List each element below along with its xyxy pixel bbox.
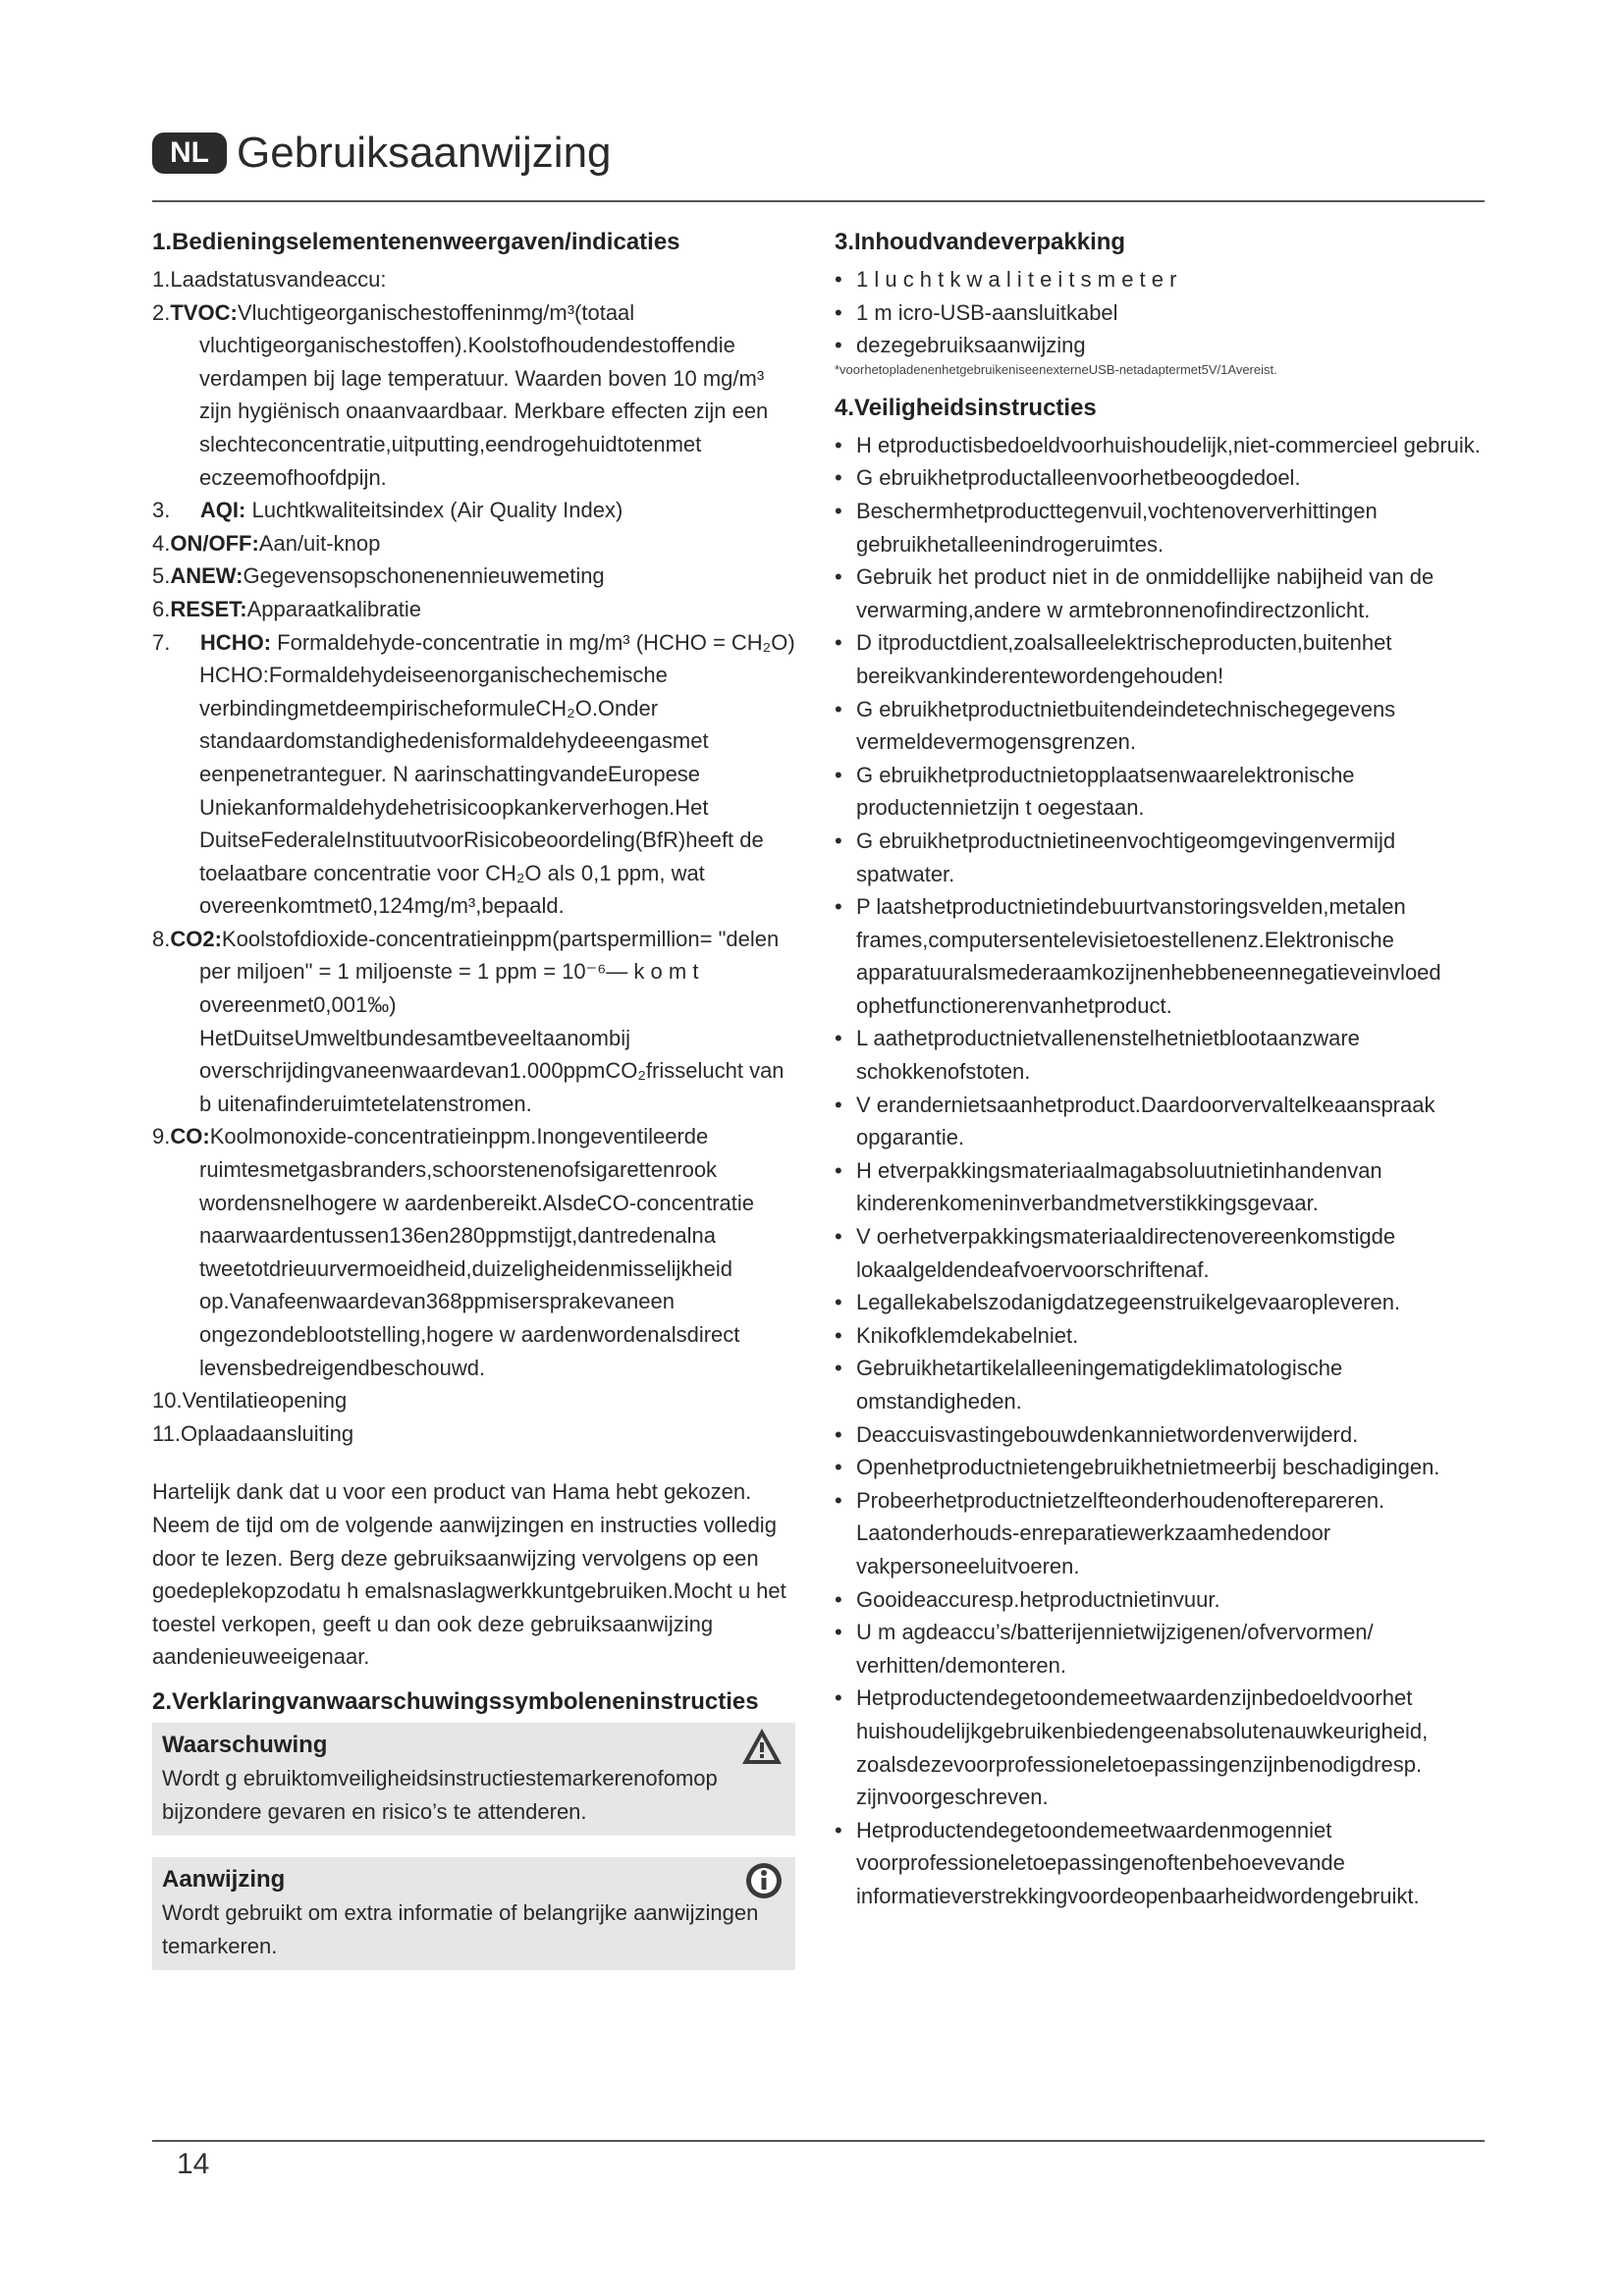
list-item: 11.Oplaadaansluiting [152, 1420, 354, 1446]
list-item: 9.CO:Koolmonoxide-concentratieinppm.Inongeventileerde ruimtesmetgasbranders,schoorstenenofsigarettenrook wordensnelhogere w aardenbereikt.AlsdeCO-concentratie naarwaardentussen136en280ppmstijgt,dantredenalna tweetotdrieuurvermoeidheid,duizeligheidenmisselijkheid op.Vanafeenwaardevan368ppmisersprakevaneen ongezondeblootstelling,hogere w aardenwordenalsdirect levensbedreigendbeschouwd. [152, 1124, 754, 1380]
list-item: • Openhetproductnietengebruikhetnietmeerbij beschadigingen. [835, 1451, 1483, 1484]
section-controls [152, 226, 795, 1450]
list-item: • dezegebruiksaanwijzing [835, 329, 1483, 362]
list-item: 1.Laadstatusvandeaccu: [152, 267, 387, 292]
list-item: • 1 m icro-USB-aansluitkabel [835, 296, 1483, 330]
safety-list [835, 429, 1483, 1913]
section-contents [835, 226, 1483, 378]
list-item: 3. AQI: Luchtkwaliteitsindex (Air Quality Index) [152, 498, 623, 523]
list-item: • U m agdeaccu’s/batterijennietwijzigenen/ofvervormen/ verhitten/demonteren. [835, 1616, 1483, 1682]
list-item: 4.ON/OFF:Aan/uit-knop [152, 530, 381, 556]
intro-paragraph: Hartelijk dank dat u voor een product van Hama hebt gekozen. Neem de tijd om de volgende aanwijzingen en instructies volledig door te lezen. Berg deze gebruiksaanwijzing vervolgens op een goedeplekopzodatu h emalsnaslagwerkkuntgebruiken.Mocht u het toestel verkopen, geeft u dan ook deze gebruiksaanwijzing aandenieuweeigenaar. [152, 1479, 786, 1670]
list-item: • H etproductisbedoeldvoorhuishoudelijk,niet-commercieel gebruik. [835, 429, 1483, 462]
controls-list [152, 263, 795, 1450]
note-title: Aanwijzing [162, 1866, 286, 1894]
list-item: • Knikofklemdekabelniet. [835, 1319, 1483, 1353]
page-title: Gebruiksaanwijzing [237, 129, 612, 177]
note-box [152, 1857, 795, 1970]
list-item: 10.Ventilatieopening [152, 1388, 348, 1414]
right-column [835, 226, 1483, 1923]
warning-triangle-icon [740, 1727, 784, 1776]
list-item: • 1 l u c h t k w a l i t e i t s m e t e r [835, 263, 1483, 296]
contents-list [835, 263, 1483, 362]
list-item: • Gooideaccuresp.hetproductnietinvuur. [835, 1583, 1483, 1617]
list-item: • V erandernietsaanhetproduct.Daardoorvervaltelkeaanspraak opgarantie. [835, 1089, 1483, 1154]
section-heading: 2.Verklaringvanwaarschuwingssymboleneninstructies [152, 1687, 759, 1715]
list-item: • Gebruikhetartikelalleeningematigdeklimatologische omstandigheden. [835, 1352, 1483, 1417]
list-item: 6.RESET:Apparaatkalibratie [152, 596, 421, 621]
left-column [152, 226, 795, 1992]
section-heading: 4.Veiligheidsinstructies [835, 394, 1097, 421]
info-icon [744, 1861, 784, 1910]
list-item: • G ebruikhetproductnietbuitendeindetechnischegegevens vermeldevermogensgrenzen. [835, 693, 1483, 759]
language-badge: NL [152, 133, 227, 174]
list-item: 2.TVOC:Vluchtigeorganischestoffeninmg/m³(totaal vluchtigeorganischestoffen).Koolstofhoudendestoffendie verdampen bij lage temperatuur. Waarden boven 10 mg/m³ zijn hygiënisch onaanvaardbaar. Merkbare effecten zijn een slechteconcentratie,uitputting,eendrogehuidtotenmet eczeemofhoofdpijn. [152, 299, 769, 490]
list-item: • Legallekabelszodanigdatzegeenstruikelgevaaropleveren. [835, 1286, 1483, 1319]
list-item: • Gebruik het product niet in de onmiddellijke nabijheid van de verwarming,andere w armtebronnenofindirectzonlicht. [835, 561, 1483, 626]
list-item: • D itproductdient,zoalsalleelektrischeproducten,buitenhet bereikvankinderentewordengehouden! [835, 626, 1483, 692]
list-item: • Beschermhetproducttegenvuil,vochtenoververhittingen gebruikhetalleenindrogeruimtes. [835, 495, 1483, 561]
list-item: 8.CO2:Koolstofdioxide-concentratieinppm(partspermillion= "delen per miljoen" = 1 miljoenste = 1 ppm = 10⁻⁶— k o m t overeenmet0,001‰) HetDuitseUmweltbundesamtbeveeltaanombij overschrijdingvaneenwaardevan1.000ppmCO₂frisselucht van b uitenafinderuimtetelatenstromen. [152, 926, 785, 1116]
footnote: *voorhetopladenenhetgebruikeniseenexterneUSB-netadaptermet5V/1Avereist. [835, 361, 1277, 377]
list-item: • P laatshetproductnietindebuurtvanstoringsvelden,metalen frames,computersentelevisietoestellenenz.Elektronische apparatuuralsmederaamkozijnenhebbeneennegatieveinvloed ophetfunctionerenvanhetproduct. [835, 890, 1483, 1022]
note-text: Wordt gebruikt om extra informatie of belangrijke aanwijzingen temarkeren. [162, 1900, 759, 1958]
section-symbols [152, 1685, 795, 1970]
list-item: 7. HCHO: Formaldehyde-concentratie in mg/m³ (HCHO = CH₂O) HCHO:Formaldehydeiseenorganischechemische verbindingmetdeempirischeformuleCH₂O.Onder standaardomstandighedenisformaldehydeeengasmet eenpenetranteguer. N aarinschattingvandeEuropese Uniekanformaldehydehetrisicoopkankerverhogen.Het DuitseFederaleInstituutvoorRisicobeoordeling(BfR)heeft de toelaatbare concentratie voor CH₂O als 0,1 ppm, wat overeenkomtmet0,124mg/m³,bepaald. [152, 629, 795, 919]
list-item: 5.ANEW:Gegevensopschonenennieuwemeting [152, 563, 605, 589]
warning-text: Wordt g ebruiktomveiligheidsinstructiestemarkerenofomop bijzondere gevaren en risico’s te attenderen. [162, 1765, 718, 1824]
list-item: • Hetproductendegetoondemeetwaardenmogenniet voorprofessioneletoepassingenoftenbehoevevande informatieverstrekkingvoordeopenbaarheidwordengebruikt. [835, 1814, 1483, 1913]
list-item: • V oerhetverpakkingsmateriaaldirectenovereenkomstigde lokaalgeldendeafvoervoorschriftenaf. [835, 1220, 1483, 1286]
section-safety [835, 392, 1483, 1913]
list-item: • L aathetproductnietvallenenstelhetnietblootaanzware schokkenofstoten. [835, 1022, 1483, 1088]
page-number: 14 [177, 2148, 210, 2180]
list-item: • Probeerhetproductnietzelfteonderhoudenofterepareren. Laatonderhouds-enreparatiewerkzaamhedendoor vakpersoneeluitvoeren. [835, 1484, 1483, 1583]
section-heading: 1.Bedieningselementenenweergaven/indicaties [152, 229, 680, 255]
list-item: • Hetproductendegetoondemeetwaardenzijnbedoeldvoorhet huishoudelijkgebruikenbiedengeenabsolutenauwkeurigheid, zoalsdezevoorprofessioneletoepassingenzijnbenodigdresp. zijnvoorgeschreven. [835, 1682, 1483, 1813]
footer-divider [152, 2140, 1485, 2142]
list-item: • G ebruikhetproductnietopplaatsenwaarelektronische productennietzijn t oegestaan. [835, 759, 1483, 825]
list-item: • G ebruikhetproductalleenvoorhetbeoogdedoel. [835, 461, 1483, 495]
list-item: • G ebruikhetproductnietineenvochtigeomgevingenvermijd spatwater. [835, 825, 1483, 890]
warning-title: Waarschuwing [162, 1731, 328, 1758]
page-header [152, 126, 612, 181]
warning-box [152, 1723, 795, 1836]
list-item: • H etverpakkingsmateriaalmagabsoluutnietinhandenvan kinderenkomeninverbandmetverstikkingsgevaar. [835, 1154, 1483, 1220]
section-heading: 3.Inhoudvandeverpakking [835, 229, 1126, 255]
header-divider [152, 200, 1485, 202]
list-item: • Deaccuisvastingebouwdenkannietwordenverwijderd. [835, 1418, 1483, 1452]
